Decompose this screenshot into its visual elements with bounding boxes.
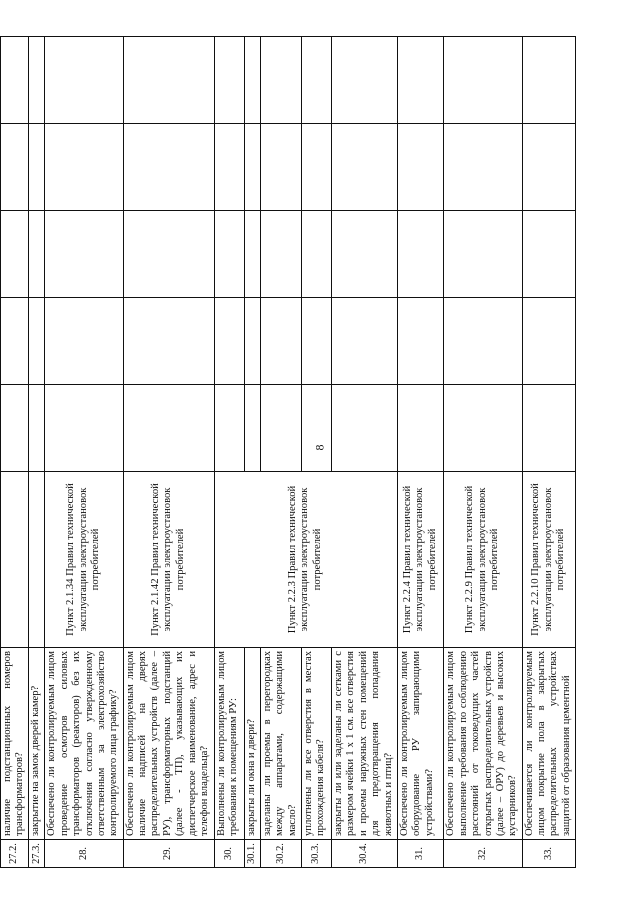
answer-cell (332, 37, 398, 124)
row-number: 31. (397, 840, 444, 868)
answer-cell (29, 124, 45, 211)
answer-cell (244, 211, 260, 298)
table-row (45, 37, 123, 868)
answer-cell (123, 298, 214, 385)
answer-cell (301, 37, 331, 124)
table-row (29, 37, 45, 868)
table-row (522, 37, 575, 868)
answer-cell (45, 124, 123, 211)
row-question: закрыты ли окна и двери? (244, 648, 260, 840)
answer-cell (301, 211, 331, 298)
answer-cell (522, 37, 575, 124)
row-number: 27.2. (1, 840, 29, 868)
table-row (301, 37, 331, 868)
answer-cell (397, 37, 444, 124)
row-number: 33. (522, 840, 575, 868)
table-row (1, 37, 29, 868)
answer-cell (214, 37, 244, 124)
answer-cell (522, 124, 575, 211)
table-row (397, 37, 444, 868)
answer-cell (444, 298, 522, 385)
answer-cell (45, 211, 123, 298)
answer-cell (45, 37, 123, 124)
answer-cell (123, 124, 214, 211)
row-reference: Пункт 2.1.42 Правил технической эксплуатации электроустановок потребителей (123, 472, 214, 648)
answer-cell (397, 124, 444, 211)
table-row (332, 37, 398, 868)
answer-cell (261, 385, 302, 472)
answer-cell (244, 37, 260, 124)
table-row (123, 37, 214, 868)
answer-cell (1, 37, 29, 124)
row-question: Обеспечено ли контролируемым лицом выполнение требования по соблюдению расстояний от токоведущих частей открытых распределительных устройств (далее – ОРУ) до деревьев и высоких кустарников? (444, 648, 522, 840)
answer-cell (301, 298, 331, 385)
answer-cell (261, 124, 302, 211)
row-reference: Пункт 2.2.9 Правил технической эксплуатации электроустановок потребителей (444, 472, 522, 648)
answer-cell (301, 385, 331, 472)
row-question: заделаны ли проемы в перегородках между аппаратами, содержащими масло? (261, 648, 302, 840)
page-number: 8 (312, 444, 327, 451)
answer-cell (214, 211, 244, 298)
answer-cell (301, 124, 331, 211)
answer-cell (29, 385, 45, 472)
answer-cell (1, 385, 29, 472)
answer-cell (332, 385, 398, 472)
answer-cell (123, 385, 214, 472)
row-question: закрыты ли или заделаны ли сетками с размером ячейки 1 х 1 см. все отверстия и проемы наружных стен помещений для предотвращения попадания животных и птиц? (332, 648, 398, 840)
answer-cell (522, 211, 575, 298)
row-number: 30.1. (244, 840, 260, 868)
answer-cell (45, 385, 123, 472)
answer-cell (332, 211, 398, 298)
row-reference: Пункт 2.1.34 Правил технической эксплуатации электроустановок потребителей (45, 472, 123, 648)
answer-cell (397, 211, 444, 298)
answer-cell (1, 298, 29, 385)
answer-cell (214, 124, 244, 211)
answer-cell (45, 298, 123, 385)
answer-cell (261, 211, 302, 298)
answer-cell (444, 37, 522, 124)
table-row (244, 37, 260, 868)
answer-cell (244, 124, 260, 211)
row-number: 30.4. (332, 840, 398, 868)
row-reference: Пункт 2.2.4 Правил технической эксплуатации электроустановок потребителей (397, 472, 444, 648)
table-row (261, 37, 302, 868)
answer-cell (397, 298, 444, 385)
checklist-table (0, 36, 576, 868)
row-number: 30. (214, 840, 244, 868)
answer-cell (244, 385, 260, 472)
answer-cell (123, 211, 214, 298)
answer-cell (244, 298, 260, 385)
row-question: Выполнены ли контролируемым лицом требования к помещениям РУ: (214, 648, 244, 840)
answer-cell (214, 298, 244, 385)
row-question: Обеспечивается ли контролируемым лицом покрытие пола в закрытых распределительных устройствах защитой от образования цементной (522, 648, 575, 840)
row-number: 29. (123, 840, 214, 868)
row-number: 27.3. (29, 840, 45, 868)
row-question: уплотнены ли все отверстия в местах прохождения кабеля? (301, 648, 331, 840)
row-question: Обеспечено ли контролируемым лицом наличие надписей на дверях распределительных устройств (далее – РУ), трансформаторных подстанций (далее - ТП), указывающих их диспетчерское наименование, адрес и телефон владельца? (123, 648, 214, 840)
answer-cell (261, 298, 302, 385)
row-reference: Пункт 2.2.10 Правил технической эксплуатации электроустановок потребителей (522, 472, 575, 648)
row-number: 30.2. (261, 840, 302, 868)
answer-cell (444, 124, 522, 211)
answer-cell (29, 298, 45, 385)
answer-cell (332, 124, 398, 211)
row-question: наличие подстанционных номеров трансформаторов? (1, 648, 29, 840)
answer-cell (123, 37, 214, 124)
answer-cell (397, 385, 444, 472)
answer-cell (1, 124, 29, 211)
row-reference (29, 472, 45, 648)
row-reference: Пункт 2.2.3 Правил технической эксплуатации электроустановок потребителей (214, 472, 397, 648)
checklist-table-rotated (0, 36, 576, 868)
answer-cell (261, 37, 302, 124)
row-number: 28. (45, 840, 123, 868)
row-question: Обеспечено ли контролируемым лицом проведение осмотров силовых трансформаторов (реакторов) без их отключения согласно утвержденному ответственным за электрохозяйство контролируемого лица графику? (45, 648, 123, 840)
row-question: Обеспечено ли контролируемым лицом оборудование РУ запирающими устройствами? (397, 648, 444, 840)
table-row (444, 37, 522, 868)
answer-cell (29, 37, 45, 124)
answer-cell (29, 211, 45, 298)
answer-cell (1, 211, 29, 298)
row-reference (1, 472, 29, 648)
answer-cell (444, 211, 522, 298)
answer-cell (522, 385, 575, 472)
row-number: 32. (444, 840, 522, 868)
table-row (214, 37, 244, 868)
answer-cell (522, 298, 575, 385)
answer-cell (214, 385, 244, 472)
row-question: закрытие на замок дверей камер? (29, 648, 45, 840)
answer-cell (332, 298, 398, 385)
answer-cell (444, 385, 522, 472)
row-number: 30.3. (301, 840, 331, 868)
